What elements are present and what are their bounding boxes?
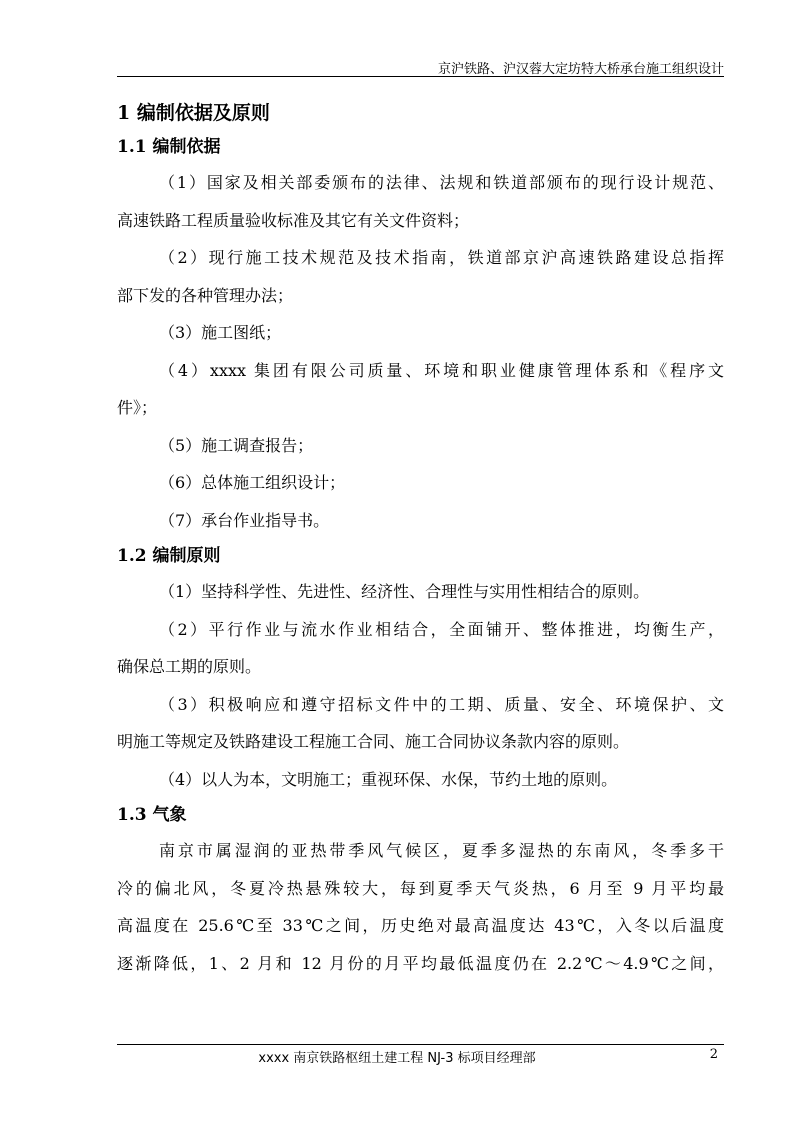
page-footer-text: xxxx 南京铁路枢纽土建工程 NJ-3 标项目经理部 [258,1051,536,1066]
basis-item-7: （7）承台作业指导书。 [159,510,330,530]
basis-item-4-line-2: 件》； [117,398,158,417]
principle-item-1: （1）坚持科学性、先进性、经济性、合理性与实用性相结合的原则。 [159,582,650,601]
principle-item-3-line-2: 明施工等规定及铁路建设工程施工合同、施工合同协议条款内容的原则。 [117,732,630,751]
climate-line-1: 南京市属湿润的亚热带季风气候区，夏季多湿热的东南风，冬季多干 [159,841,724,860]
principle-item-2-line-2: 确保总工期的原则。 [117,657,262,676]
footer-divider [117,1044,724,1045]
basis-item-5: （5）施工调查报告； [159,435,314,455]
principle-item-3-line-1: （3）积极响应和遵守招标文件中的工期、质量、安全、环境保护、文 [159,694,724,714]
basis-item-6: （6）总体施工组织设计； [159,473,346,492]
basis-item-1-line-2: 高速铁路工程质量验收标准及其它有关文件资料； [117,210,470,230]
document-body [117,96,724,982]
section-1-3-heading: 1.3 气象 [117,805,187,825]
basis-item-2-line-2: 部下发的各种管理办法； [117,285,294,305]
climate-line-2: 冷的偏北风，冬夏冷热悬殊较大，每到夏季天气炎热，6 月至 9 月平均最 [117,878,724,898]
header-divider [117,76,724,77]
principle-item-4: （4）以人为本，文明施工；重视环保、水保，节约土地的原则。 [159,769,618,789]
basis-item-4-line-1: （4）xxxx 集团有限公司质量、环境和职业健康管理体系和《程序文 [159,360,724,380]
basis-item-2-line-1: （2）现行施工技术规范及技术指南，铁道部京沪高速铁路建设总指挥 [159,248,724,267]
section-1-2-heading: 1.2 编制原则 [117,546,221,566]
page-header-title: 京沪铁路、沪汉蓉大定坊特大桥承台施工组织设计 [437,62,724,77]
section-1-1-heading: 1.1 编制依据 [117,137,221,157]
page-number: 2 [709,1047,718,1062]
section-1-heading: 1 编制依据及原则 [117,102,270,124]
climate-line-3: 高温度在 25.6℃至 33℃之间，历史绝对最高温度达 43℃，入冬以后温度 [117,916,724,935]
basis-item-3: （3）施工图纸； [159,323,282,342]
basis-item-1-line-1: （1）国家及相关部委颁布的法律、法规和铁道部颁布的现行设计规范、 [159,173,724,192]
principle-item-2-line-1: （2）平行作业与流水作业相结合，全面铺开、整体推进，均衡生产， [159,619,724,639]
climate-line-4: 逐渐降低，1、2 月和 12 月份的月平均最低温度仍在 2.2℃～4.9℃之间， [117,953,724,973]
